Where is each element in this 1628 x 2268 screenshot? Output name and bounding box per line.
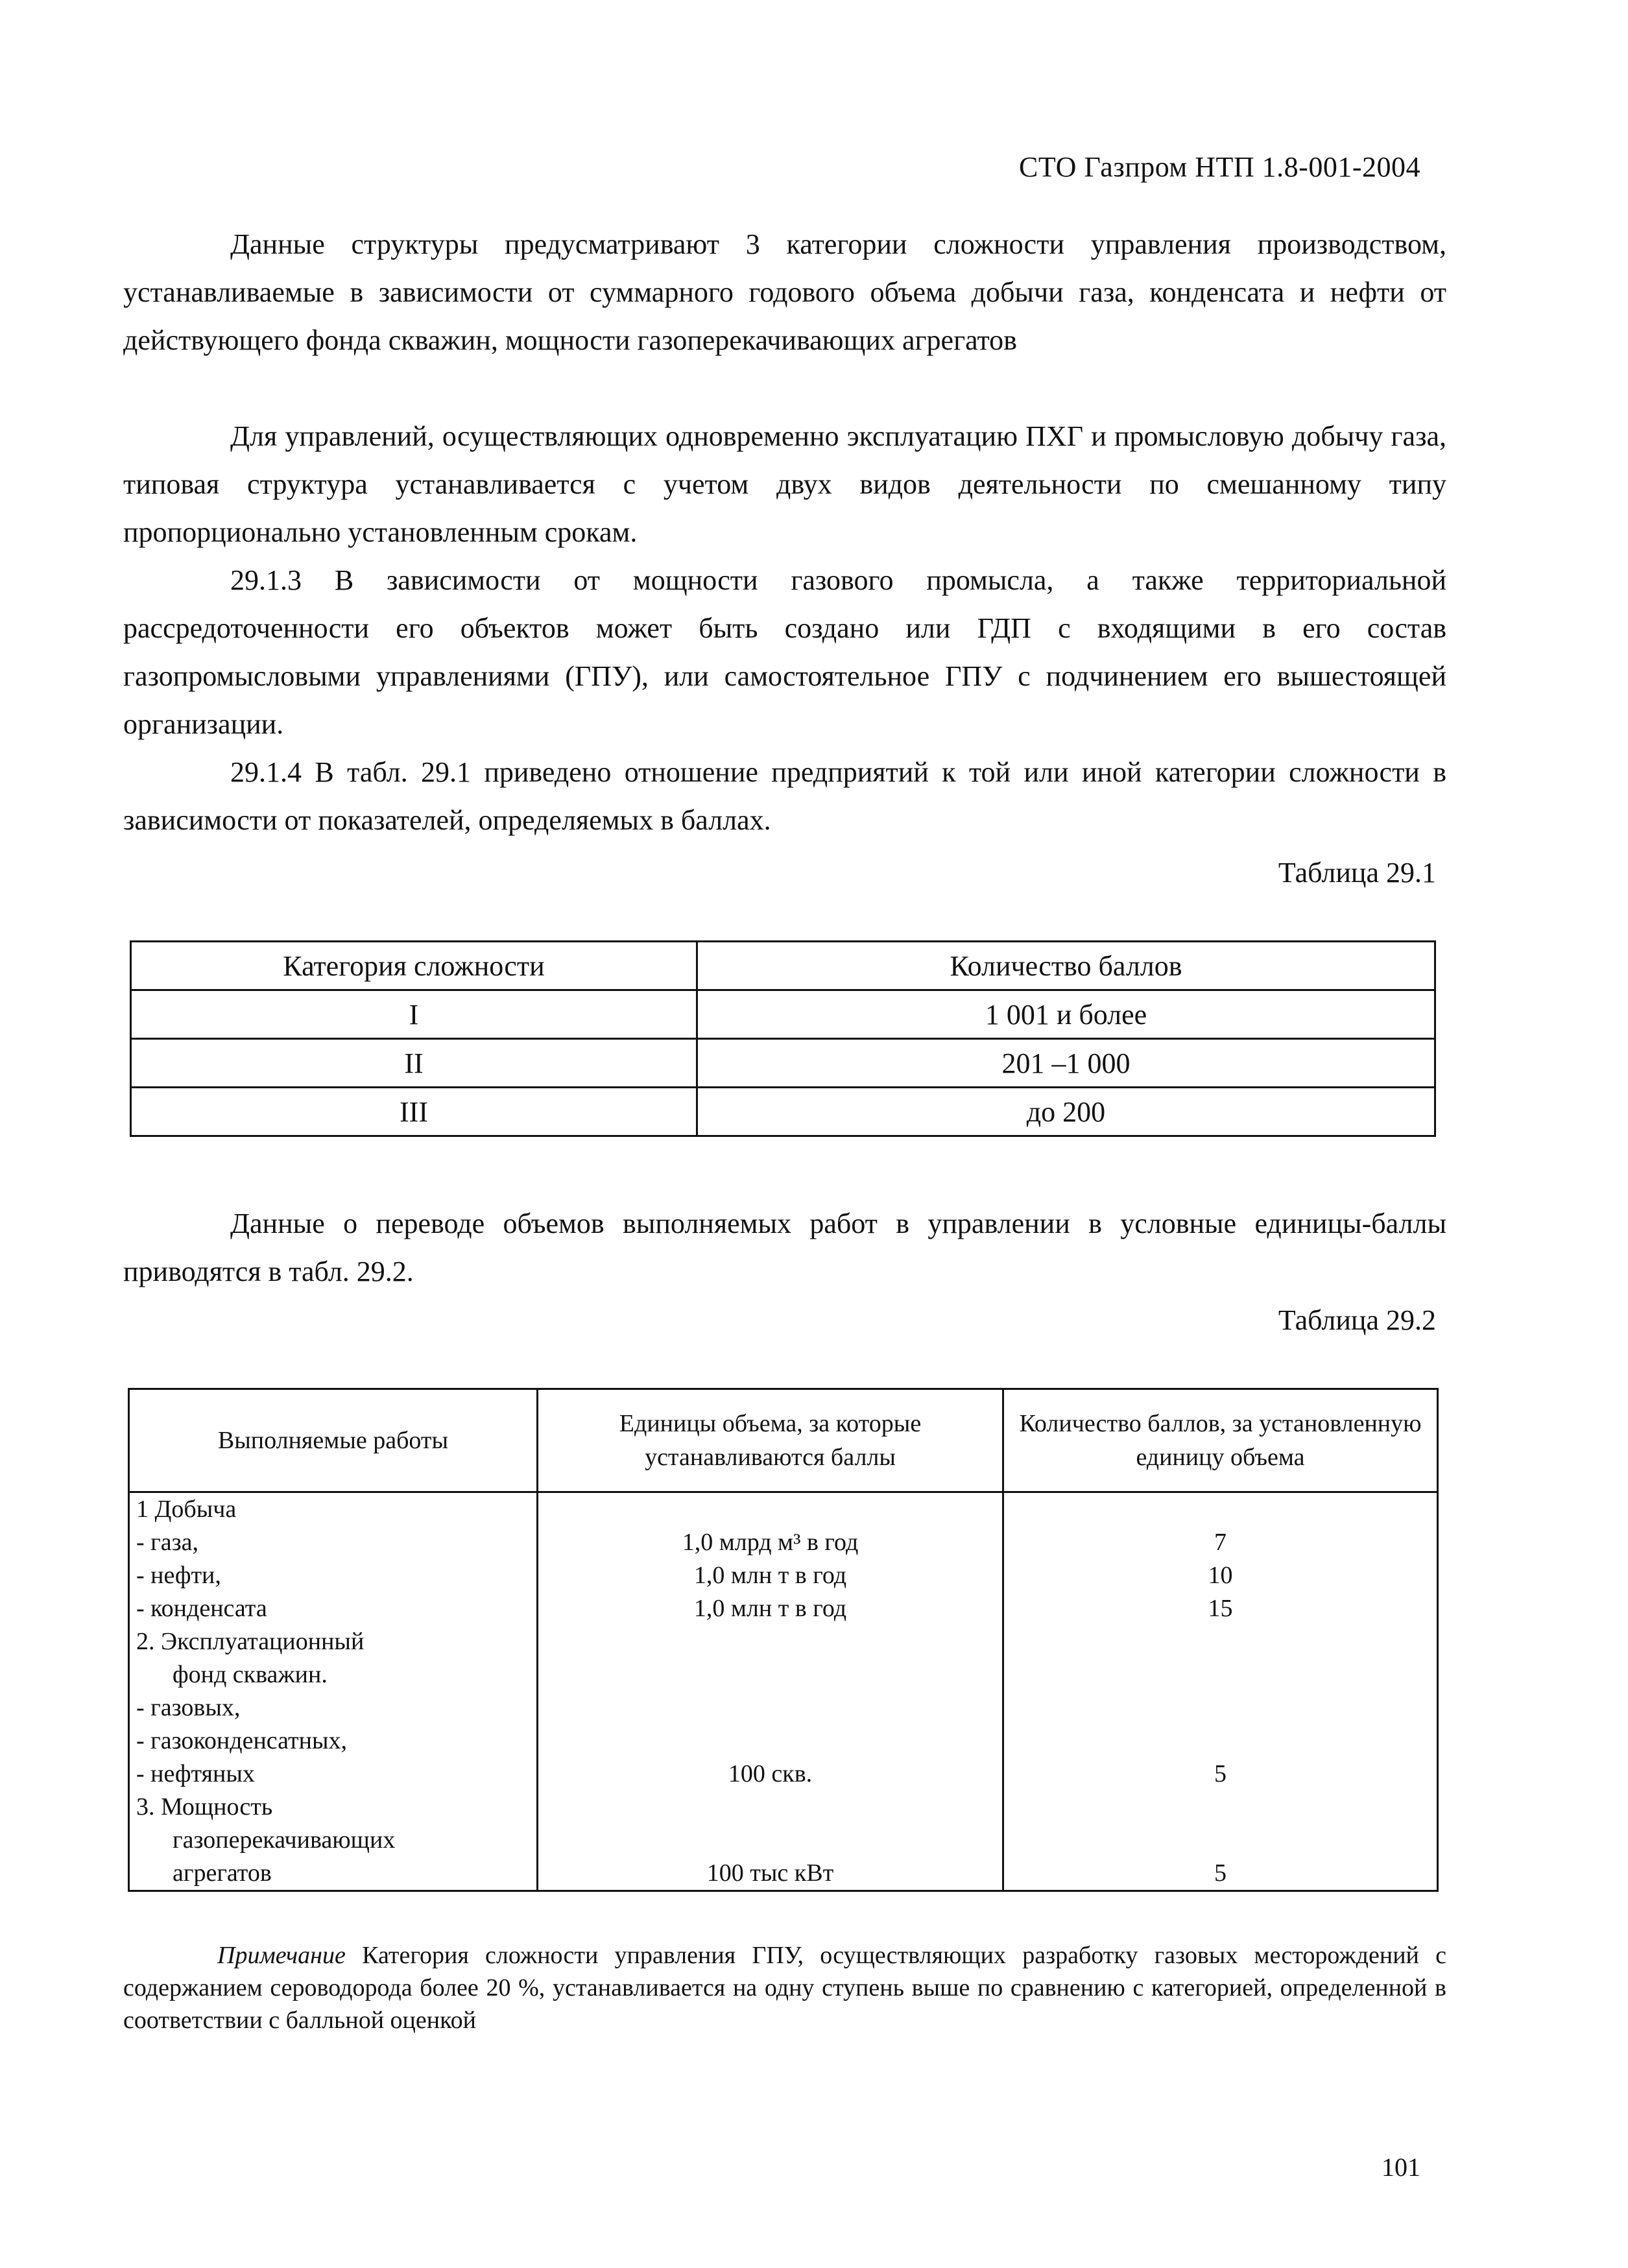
volume-unit-cell bbox=[538, 1492, 1003, 1891]
cell-line: - конденсата bbox=[136, 1595, 267, 1622]
cell-line bbox=[1011, 1658, 1430, 1691]
cell-line: 100 скв. bbox=[728, 1760, 813, 1787]
note-label: Примечание bbox=[217, 1942, 346, 1969]
cell-line bbox=[1011, 1791, 1430, 1824]
paragraph-4: 29.1.4 В табл. 29.1 приведено отношение предприятий к той или иной категории сложности в зависимости от показателей, определяемых в баллах. bbox=[123, 756, 1446, 836]
table-header-cell: Количество баллов, за установленную единицу объема bbox=[1003, 1389, 1438, 1492]
cell-line: - нефти, bbox=[136, 1562, 221, 1589]
table-header-cell: Единицы объема, за которые устанавливаются баллы bbox=[538, 1389, 1003, 1492]
table-note bbox=[123, 1939, 1446, 2036]
cell-line bbox=[1011, 1725, 1430, 1758]
table-cell: III bbox=[131, 1088, 697, 1136]
document-header: СТО Газпром НТП 1.8-001-2004 bbox=[1019, 151, 1420, 183]
table-row bbox=[129, 1492, 1438, 1891]
cell-line: фонд скважин. bbox=[173, 1661, 328, 1688]
cell-line: 5 bbox=[1214, 1859, 1227, 1887]
table-row bbox=[131, 990, 1435, 1039]
cell-line bbox=[1011, 1625, 1430, 1658]
cell-line: - газоконденсатных, bbox=[136, 1727, 347, 1754]
paragraph-2: Для управлений, осуществляющих одновременно эксплуатацию ПХГ и промысловую добычу газа, типовая структура устанавливается с учетом двух видов деятельности по смешанному типу пропорционально установленным срокам. bbox=[123, 420, 1446, 548]
table-cell: до 200 bbox=[697, 1088, 1435, 1136]
table-29-2 bbox=[128, 1388, 1439, 1892]
cell-line: 7 bbox=[1214, 1529, 1227, 1556]
table-29-1 bbox=[130, 940, 1436, 1137]
paragraph-5: Данные о переводе объемов выполняемых работ в управлении в условные единицы-баллы приводятся в табл. 29.2. bbox=[123, 1208, 1446, 1287]
cell-line: 15 bbox=[1208, 1595, 1233, 1622]
table1-caption: Таблица 29.1 bbox=[1278, 857, 1436, 889]
cell-line bbox=[545, 1791, 996, 1824]
cell-line: 2. Эксплуатационный bbox=[136, 1628, 365, 1655]
cell-line: - нефтяных bbox=[136, 1760, 255, 1787]
table-cell: I bbox=[131, 990, 697, 1039]
cell-line: 1 Добыча bbox=[136, 1496, 237, 1523]
cell-line bbox=[545, 1725, 996, 1758]
cell-line bbox=[1011, 1691, 1430, 1725]
paragraph-1: Данные структуры предусматривают 3 категории сложности управления производством, устанавливаемые в зависимости от суммарного годового объема добычи газа, конденсата и нефти от действующего фонда скважин, мощности газоперекачивающих агрегатов bbox=[123, 228, 1446, 356]
cell-line: 1,0 млн т в год bbox=[693, 1562, 847, 1589]
cell-line: газоперекачивающих bbox=[173, 1826, 396, 1854]
points-cell bbox=[1003, 1492, 1438, 1891]
paragraph-3: 29.1.3 В зависимости от мощности газового промысла, а также территориальной рассредоточенности его объектов может быть создано или ГДП с входящими в его состав газопромысловыми управлениями (ГПУ), или самостоятельное ГПУ с подчинением его вышестоящей организации. bbox=[123, 564, 1446, 740]
cell-line bbox=[1011, 1824, 1430, 1857]
cell-line: 100 тыс кВт bbox=[706, 1859, 834, 1887]
work-type-cell bbox=[129, 1492, 538, 1891]
table-header-cell: Количество баллов bbox=[697, 942, 1435, 990]
cell-line bbox=[545, 1625, 996, 1658]
cell-line: 1,0 млрд м³ в год bbox=[682, 1529, 859, 1556]
cell-line bbox=[545, 1824, 996, 1857]
table-cell: 201 –1 000 bbox=[697, 1039, 1435, 1088]
table-row bbox=[131, 1039, 1435, 1088]
cell-line: агрегатов bbox=[173, 1859, 272, 1887]
cell-line: - газа, bbox=[136, 1529, 198, 1556]
cell-line: - газовых, bbox=[136, 1694, 241, 1721]
cell-line: 10 bbox=[1208, 1562, 1233, 1589]
table-cell: 1 001 и более bbox=[697, 990, 1435, 1039]
table-cell: II bbox=[131, 1039, 697, 1088]
table-header-row bbox=[131, 942, 1435, 990]
table-header-cell: Выполняемые работы bbox=[129, 1389, 538, 1492]
cell-line bbox=[545, 1691, 996, 1725]
table2-caption: Таблица 29.2 bbox=[1278, 1304, 1436, 1336]
cell-line: 1,0 млн т в год bbox=[693, 1595, 847, 1622]
table-header-row bbox=[129, 1389, 1438, 1492]
cell-line bbox=[545, 1493, 996, 1526]
cell-line: 3. Мощность bbox=[136, 1793, 273, 1820]
table-row bbox=[131, 1088, 1435, 1136]
cell-line bbox=[1011, 1493, 1430, 1526]
page-number: 101 bbox=[1382, 2153, 1420, 2182]
table-header-cell: Категория сложности bbox=[131, 942, 697, 990]
cell-line: 5 bbox=[1214, 1760, 1227, 1787]
note-text: Категория сложности управления ГПУ, осуществляющих разработку газовых месторождений с содержанием сероводорода более 20 %, устанавливается на одну ступень выше по сравнению с категорией, определенной в соответствии с балльной оценкой bbox=[123, 1942, 1446, 2034]
cell-line bbox=[545, 1658, 996, 1691]
